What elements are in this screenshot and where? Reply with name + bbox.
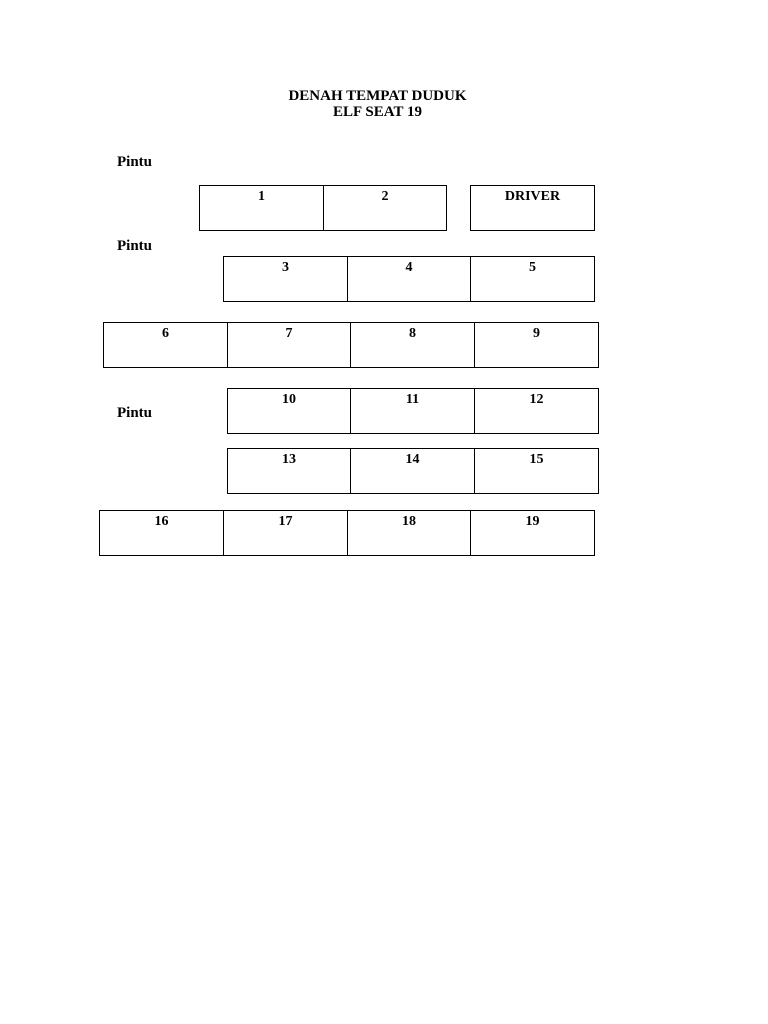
seat-5[interactable]: 5 [470,256,595,302]
seat-2[interactable]: 2 [323,185,447,231]
seat-7[interactable]: 7 [227,322,351,368]
door-label-rear: Pintu [117,405,153,421]
seat-15[interactable]: 15 [474,448,599,494]
seat-19[interactable]: 19 [470,510,595,556]
driver-seat: DRIVER [470,185,595,231]
seat-3[interactable]: 3 [223,256,348,302]
seat-16[interactable]: 16 [99,510,224,556]
seat-6[interactable]: 6 [103,322,228,368]
seat-1[interactable]: 1 [199,185,324,231]
seat-12[interactable]: 12 [474,388,599,434]
seat-8[interactable]: 8 [350,322,475,368]
door-label-middle: Pintu [117,238,153,254]
page-subtitle: ELF SEAT 19 [333,104,422,120]
seat-17[interactable]: 17 [223,510,348,556]
seat-9[interactable]: 9 [474,322,599,368]
seat-14[interactable]: 14 [350,448,475,494]
seat-11[interactable]: 11 [350,388,475,434]
door-label-front: Pintu [117,154,153,170]
seat-10[interactable]: 10 [227,388,351,434]
seat-13[interactable]: 13 [227,448,351,494]
seat-18[interactable]: 18 [347,510,471,556]
page-title: DENAH TEMPAT DUDUK [288,88,467,104]
seat-4[interactable]: 4 [347,256,471,302]
